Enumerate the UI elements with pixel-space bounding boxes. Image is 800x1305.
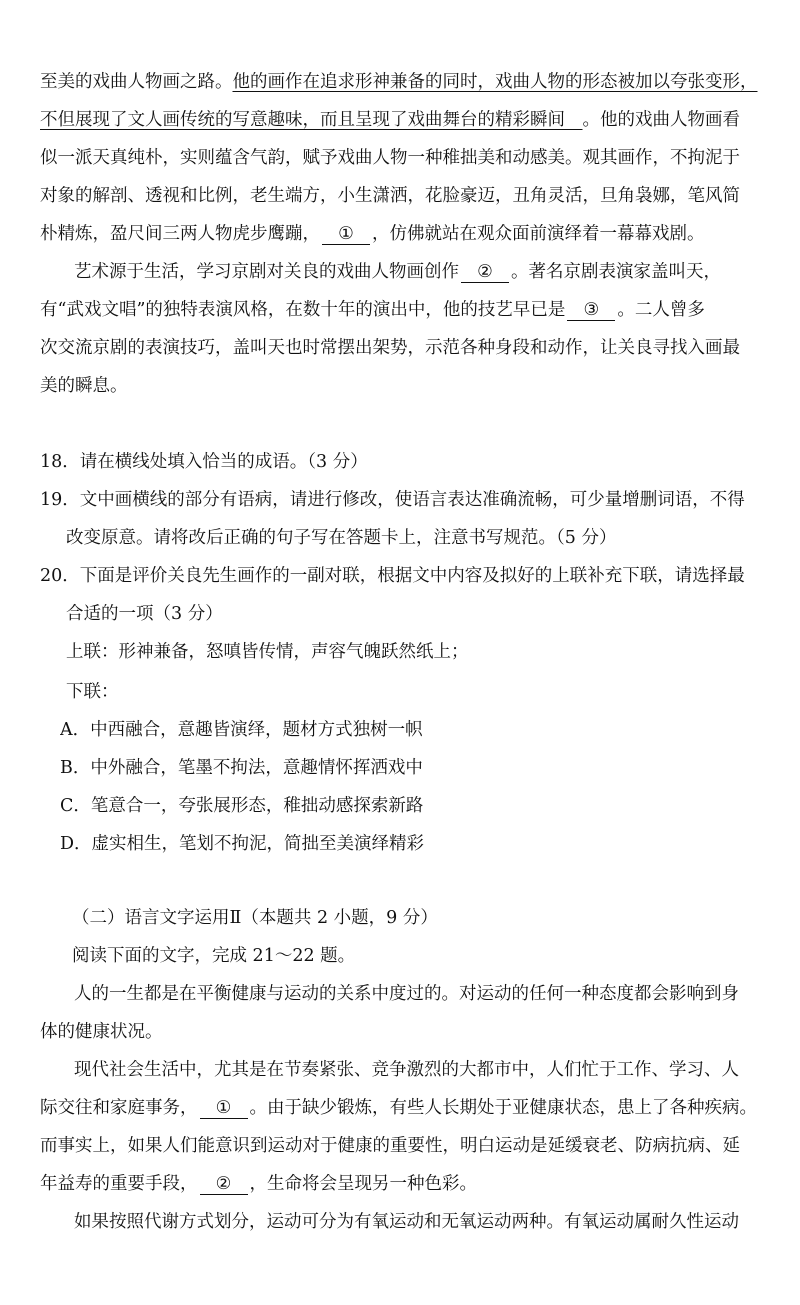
question-18: 18．请在横线处填入恰当的成语。（3 分） — [40, 452, 368, 472]
underlined-sentence: 不但展现了文人画传统的写意趣味，而且呈现了戏曲舞台的精彩瞬间 — [40, 110, 565, 130]
blank-1: ① — [322, 224, 370, 245]
passage-line-8: 次交流京剧的表演技巧，盖叫天也时常摆出架势，示范各种身段和动作，让关良寻找入画最 — [40, 338, 740, 358]
s2-line-6 — [40, 1172, 770, 1196]
passage-text: 。二人曾多 — [617, 300, 705, 320]
blank-2: ② — [461, 262, 509, 283]
question-19-cont: 改变原意。请将改后正确的句子写在答题卡上，注意书写规范。（5 分） — [66, 528, 617, 548]
question-20-cont: 合适的一项（3 分） — [66, 604, 223, 624]
passage-text: 。由于缺少锻炼，有些人长期处于亚健康状态，患上了各种疾病。 — [249, 1098, 757, 1118]
blank-s2-2: ② — [200, 1174, 248, 1195]
passage-line-6 — [74, 260, 770, 284]
passage-line-1 — [40, 70, 770, 94]
s2-line-3: 现代社会生活中，尤其是在节奏紧张、竞争激烈的大都市中，人们忙于工作、学习、人 — [74, 1060, 739, 1080]
passage-text: ，生命将会呈现另一种色彩。 — [249, 1174, 477, 1194]
s2-line-4 — [40, 1096, 770, 1120]
passage-text: 。著名京剧表演家盖叫天， — [511, 262, 721, 282]
option-a: A．中西融合，意趣皆演绎，题材方式独树一帜 — [60, 720, 423, 740]
option-c: C．笔意合一，夸张展形态，稚拙动感探索新路 — [60, 796, 424, 816]
passage-text: 有“武戏文唱”的独特表演风格，在数十年的演出中，他的技艺早已是 — [40, 300, 566, 320]
blank-3: ③ — [567, 300, 615, 321]
question-20: 20．下面是评价关良先生画作的一副对联，根据文中内容及拟好的上联补充下联，请选择最 — [40, 566, 745, 586]
couplet-upper: 上联：形神兼备，怒嗔皆传情，声容气魄跃然纸上； — [66, 642, 469, 662]
passage-line-3: 似一派天真纯朴，实则蕴含气韵，赋予戏曲人物一种稚拙美和动感美。观其画作，不拘泥于 — [40, 148, 740, 168]
passage-line-2 — [40, 108, 770, 132]
underlined-sentence: 他的画作在追求形神兼备的同时，戏曲人物的形态被加以夸张变形， — [232, 72, 758, 92]
passage-line-9: 美的瞬息。 — [40, 376, 128, 396]
passage-text: 年益寿的重要手段， — [40, 1174, 198, 1194]
passage-line-4: 对象的解剖、透视和比例，老生端方，小生潇洒，花脸豪迈，丑角灵活，旦角袅娜，笔风简 — [40, 186, 740, 206]
couplet-lower-label: 下联： — [66, 682, 119, 702]
passage-line-5 — [40, 222, 770, 246]
passage-text: ，仿佛就站在观众面前演绎着一幕幕戏剧。 — [372, 224, 705, 244]
option-b: B．中外融合，笔墨不拘法，意趣情怀挥洒戏中 — [60, 758, 423, 778]
s2-line-7: 如果按照代谢方式划分，运动可分为有氧运动和无氧运动两种。有氧运动属耐久性运动 — [74, 1212, 739, 1232]
blank-s2-1: ① — [200, 1098, 248, 1119]
section-title: （二）语言文字运用Ⅱ（本题共 2 小题，9 分） — [72, 908, 438, 928]
section-intro: 阅读下面的文字，完成 21～22 题。 — [72, 946, 356, 966]
passage-line-7 — [40, 298, 770, 322]
passage-text: 朴精炼，盈尺间三两人物虎步鹰蹦， — [40, 224, 320, 244]
passage-text: 际交往和家庭事务， — [40, 1098, 198, 1118]
question-19: 19．文中画横线的部分有语病，请进行修改，使语言表达准确流畅，可少量增删词语，不得 — [40, 490, 745, 510]
s2-line-5: 而事实上，如果人们能意识到运动对于健康的重要性，明白运动是延缓衰老、防病抗病、延 — [40, 1136, 740, 1156]
passage-text: 艺术源于生活，学习京剧对关良的戏曲人物画创作 — [74, 262, 459, 282]
s2-line-2: 体的健康状况。 — [40, 1022, 163, 1042]
passage-text: 。他的戏曲人物画看 — [582, 110, 740, 130]
s2-line-1: 人的一生都是在平衡健康与运动的关系中度过的。对运动的任何一种态度都会影响到身 — [74, 984, 739, 1004]
passage-text: 至美的戏曲人物画之路。 — [40, 72, 233, 92]
option-d: D．虚实相生，笔划不拘泥，简拙至美演绎精彩 — [60, 834, 425, 854]
